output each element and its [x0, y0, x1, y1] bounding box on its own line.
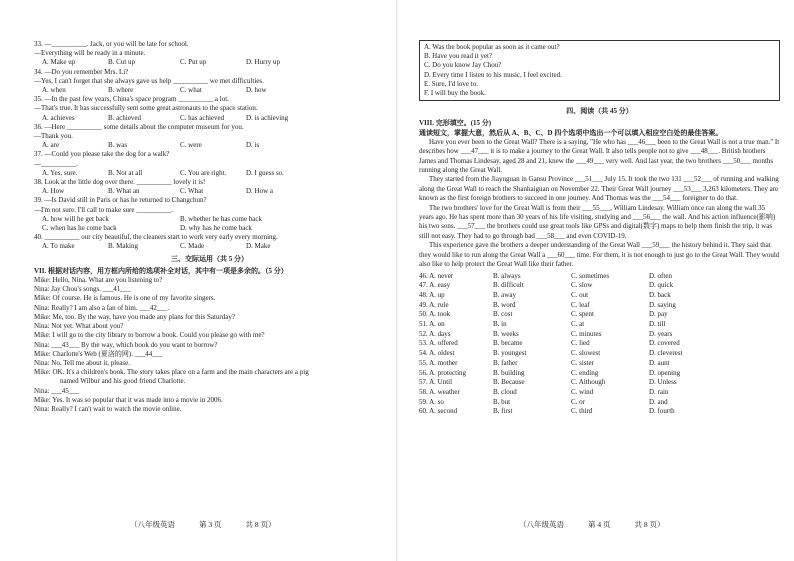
cloze-option: D. aunt	[649, 358, 670, 367]
cloze-option: C. lied	[571, 339, 590, 348]
question	[34, 233, 385, 251]
question	[34, 150, 385, 178]
cloze-option: 58. A. weather	[419, 387, 460, 396]
option-row	[34, 224, 385, 233]
section-title-reading: 四、阅读（共 45 分）	[566, 107, 633, 116]
option: D. how	[246, 86, 267, 95]
dialogue-line: Mike: I will go to the city library to borrow a book. Could you please go with me?	[34, 331, 265, 340]
passage-paragraph: This experience gave the brothers a deeper understanding of the Great Wall ___59___ the history behind it. They said that they would like to run along the Great Wall a ___60___ time. For them, it is not enough to just go to the Great Wall. They would also like to help protect the Great Wall like their father.	[419, 241, 780, 269]
option: C. Made	[180, 242, 205, 251]
option: B. Making	[108, 242, 138, 251]
cloze-option: 52. A. days	[419, 329, 451, 338]
cloze-option: C. or	[571, 397, 585, 406]
question-line: 38. Look at the little dog over there. __________ lovely it is!	[34, 178, 206, 187]
cloze-option: C. sister	[571, 358, 594, 367]
option: D. is	[246, 141, 260, 150]
dialogue-line: Mike: Me, too. By the way, have you made any plans for this Saturday?	[34, 312, 235, 321]
option: B. Cut up	[108, 58, 136, 67]
cloze-option: C. Although	[571, 378, 606, 387]
dialogue-line: Mike: OK. It's a children's book. The story takes place on a farm and the main characters are a pig	[34, 368, 309, 377]
cloze-option: 46. A. never	[419, 271, 454, 280]
page-footer-right	[519, 519, 689, 530]
cloze-option: B. first	[493, 407, 513, 416]
question-line: 33. —__________. Jack, or you will be late for school.	[34, 40, 189, 48]
dialogue-line: Nina: No. Tell me about it, please.	[34, 358, 130, 367]
option: B. achieved	[108, 113, 142, 122]
cloze-option: C. leaf	[571, 300, 590, 309]
passage-paragraph: The two brothers' love for the Great Wall is from their ___55___, William Lindesay. William once ran along the wall 35 years ago. He has spent more than 30 years of his life visiting, studying and ___56___ the wall. And his action influence(影响) his two sons. ___57___ the brothers could use great tools like GPSs and digital(数字) maps to help them finish the trip, it was still not easy. They had to go through bad ___58___ and even COVID-19.	[419, 203, 776, 240]
question-line: —Thank you.	[34, 132, 73, 141]
cloze-option: C. spent	[571, 310, 594, 319]
option: A. How	[42, 187, 65, 196]
dialogue-options-box	[419, 40, 780, 101]
multiple-choice-questions	[34, 40, 385, 252]
passage-paragraph: They started from the Jiayuguan in Gansu Province ___51___ July 15. It took the two 131 ___52___ of running and walking along the Great Wall to reach the Shanhaiguan on November 22. Their Great Wall journey ___53___ 3,263 kilometers. They are known as the first foreign brothers to succeed in one journey. And Thomas was the ___54___ foreigner to do that.	[419, 175, 779, 203]
question-line: 37. —Could you please take the dog for a walk?	[34, 150, 170, 159]
question-line: 34. —Do you remember Mrs. Li?	[34, 67, 129, 76]
option: D. I guess so.	[246, 168, 284, 177]
cloze-options-table	[419, 272, 780, 418]
cloze-option: B. always	[493, 271, 521, 280]
option-row	[34, 215, 385, 224]
question-line: —That's true. It has successfully sent some great astronauts to the space station.	[34, 104, 258, 113]
option: D. is achieving	[246, 113, 289, 122]
viii-instructions: 通读短文，掌握大意，然后从 A、B、C、D 四个选项中选出一个可以填入相应空白处的最佳答案。	[419, 128, 723, 137]
cloze-option: C. slow	[571, 281, 593, 290]
option-row	[34, 114, 385, 123]
cloze-option: D. and	[649, 397, 668, 406]
option: A. how will he get back	[42, 214, 109, 223]
question	[34, 68, 385, 96]
footer-page: 第 4 页	[588, 520, 611, 529]
question	[34, 40, 385, 68]
cloze-option: B. Because	[493, 378, 525, 387]
option: A. achieves	[42, 113, 75, 122]
cloze-option: C. ending	[571, 368, 599, 377]
option: A. are	[42, 141, 60, 150]
cloze-option: B. word	[493, 300, 516, 309]
box-option: D. Every time I listen to his music, I feel excited.	[424, 70, 562, 79]
cloze-option: 60. A. second	[419, 407, 458, 416]
cloze-option: D. back	[649, 290, 671, 299]
dialogue-line: Nina: Really? I am also a fan of him. ___42___.	[34, 303, 170, 312]
dialogue-line: Nina: Really? I can't wait to watch the movie online.	[34, 404, 182, 413]
cloze-option: 54. A. oldest	[419, 349, 455, 358]
option: A. To make	[42, 242, 75, 251]
option: A. Yes, sure.	[42, 168, 78, 177]
box-option: F. I will buy the book.	[424, 89, 486, 98]
option: B. What an	[108, 187, 140, 196]
dialogue	[34, 276, 385, 414]
cloze-option: B. father	[493, 358, 518, 367]
option: C. Put up	[180, 58, 207, 67]
question-line: 36. —Here __________ some details about the computer museum for you.	[34, 122, 244, 131]
cloze-option: 47. A. easy	[419, 281, 451, 290]
cloze-option: D. years	[649, 329, 673, 338]
option: C. has achieved	[180, 113, 225, 122]
cloze-option: D. pay	[649, 310, 668, 319]
question-line: —Yes, I can't forget that she always gave us help __________ we met difficulties.	[34, 76, 264, 85]
option: C. were	[180, 141, 202, 150]
footer-page: 第 3 页	[199, 520, 222, 529]
passage-paragraph: Have you ever been to the Great Wall? There is a saying, "He who has ___46___ been to the Great Wall is not a true man." It describes how ___47___ it is to make a journey to the Great Wall. It also tells people not to give ___48___. British brothers James and Thomas Lindesay, aged 28 and 21, knew the ___49___ very well. And last year, the two brothers ___50___ months running along the Great Wall.	[419, 137, 780, 175]
option-row	[34, 141, 385, 150]
cloze-option: B. away	[493, 290, 516, 299]
option-row	[34, 169, 385, 178]
cloze-option: 49. A. rule	[419, 300, 449, 309]
box-option: B. Have you read it yet?	[424, 52, 493, 61]
cloze-option: D. Unless	[649, 378, 677, 387]
cloze-option: C. wind	[571, 387, 594, 396]
option-row	[34, 86, 385, 95]
option-row	[34, 242, 385, 251]
page-4	[397, 0, 794, 561]
cloze-option: D. cleverest	[649, 349, 683, 358]
cloze-option: D. saying	[649, 300, 676, 309]
dialogue-line: Nina: Jay Chou's songs. ___41___	[34, 285, 131, 294]
dialogue-line: Nina: ___43___ By the way, which book do you want to borrow?	[34, 340, 218, 349]
cloze-option: 57. A. Until	[419, 378, 453, 387]
cloze-option: D. opening	[649, 368, 681, 377]
vii-instructions: VII. 根据对话内容，用方框内所给的选项补全对话，其中有一项是多余的。（5 分）	[34, 266, 288, 275]
cloze-option: 56. A. protecting	[419, 368, 467, 377]
cloze-option: C. minutes	[571, 329, 602, 338]
option: A. when	[42, 86, 66, 95]
cloze-option: B. became	[493, 339, 523, 348]
cloze-option: C. third	[571, 407, 593, 416]
section-title-communication: 三、交际运用（共 5 分）	[171, 254, 248, 263]
option: B. was	[108, 141, 128, 150]
cloze-option: D. till	[649, 320, 666, 329]
cloze-option: C. sometimes	[571, 271, 610, 280]
question-line: 40. __________ our city beautiful, the cleaners start to work very early every morning.	[34, 233, 278, 242]
option: D. why has he come back	[180, 224, 252, 233]
cloze-option: B. cost	[493, 310, 513, 319]
dialogue-line: Mike: Yes. It was so popular that it was made into a movie in 2006.	[34, 395, 223, 404]
option-row	[34, 58, 385, 67]
option: B. Not at all	[108, 168, 143, 177]
cloze-option: B. cloud	[493, 387, 517, 396]
dialogue-line: Nina: Not yet. What about you?	[34, 322, 124, 331]
cloze-option: D. quick	[649, 281, 674, 290]
viii-title: VIII. 完形填空。(15 分)	[419, 119, 492, 128]
dialogue-line: Mike: Hello, Nina. What are you listening to?	[34, 276, 163, 285]
dialogue-line: named Wilbur and his good friend Charlotte.	[60, 377, 186, 386]
dialogue-line: Nina: ___45___	[34, 386, 80, 395]
footer-total: 共 8 页）	[245, 520, 276, 529]
cloze-option: 53. A. offered	[419, 339, 458, 348]
cloze-option: B. difficult	[493, 281, 524, 290]
cloze-option: D. often	[649, 271, 672, 280]
question	[34, 123, 385, 151]
question-line: 39. —Is David still in Paris or has he returned to Changchun?	[34, 196, 207, 205]
cloze-option: 51. A. on	[419, 320, 445, 329]
cloze-option: C. out	[571, 290, 589, 299]
option: D. How a	[246, 187, 274, 196]
question-line: —Everything will be ready in a minute.	[34, 49, 146, 58]
cloze-option: 59. A. so	[419, 397, 444, 406]
question	[34, 196, 385, 233]
option: A. Make up	[42, 58, 76, 67]
cloze-option: B. youngest	[493, 349, 527, 358]
dialogue-line: Mike: Of course. He is famous. He is one of my favorite singers.	[34, 294, 216, 303]
question	[34, 178, 385, 196]
footer-subject: （八年级英语	[519, 520, 564, 529]
question-line: 35. —In the past few years, China's space program __________ a lot.	[34, 95, 229, 104]
cloze-option: 50. A. took	[419, 310, 451, 319]
cloze-passage	[419, 138, 780, 270]
cloze-option: D. covered	[649, 339, 680, 348]
option: D. Make	[246, 242, 271, 251]
option: D. Hurry up	[246, 58, 281, 67]
box-option: A. Was the book popular as soon as it came out?	[424, 43, 560, 51]
cloze-option: C. slowest	[571, 349, 601, 358]
cloze-option: 48. A. up	[419, 290, 445, 299]
cloze-option: D. rain	[649, 387, 669, 396]
option-row	[34, 187, 385, 196]
cloze-option: B. but	[493, 397, 511, 406]
option: B. whether he has come back	[180, 214, 263, 223]
box-option: E. Sure, I'd love to.	[424, 79, 478, 88]
page-footer-left	[130, 519, 300, 530]
footer-total: 共 8 页）	[634, 520, 665, 529]
option: C. when has he come back	[42, 224, 117, 233]
box-option: C. Do you know Jay Chou?	[424, 61, 502, 70]
cloze-option: 55. A. mother	[419, 358, 458, 367]
option: C. What	[180, 187, 204, 196]
question	[34, 95, 385, 123]
question-line: —I'm not sure. I'll call to make sure __________.	[34, 205, 173, 214]
option: B. where	[108, 86, 134, 95]
option: C. what	[180, 86, 202, 95]
dialogue-line: Mike: Charlotte's Web (夏洛的网). ___44___	[34, 349, 163, 358]
cloze-option: C. at	[571, 320, 585, 329]
cloze-option: D. fourth	[649, 407, 675, 416]
cloze-option: B. weeks	[493, 329, 519, 338]
option: C. You are right.	[180, 168, 227, 177]
cloze-option: B. building	[493, 368, 525, 377]
question-line: —__________.	[34, 159, 78, 168]
footer-subject: （八年级英语	[130, 520, 175, 529]
cloze-option: B. in	[493, 320, 507, 329]
